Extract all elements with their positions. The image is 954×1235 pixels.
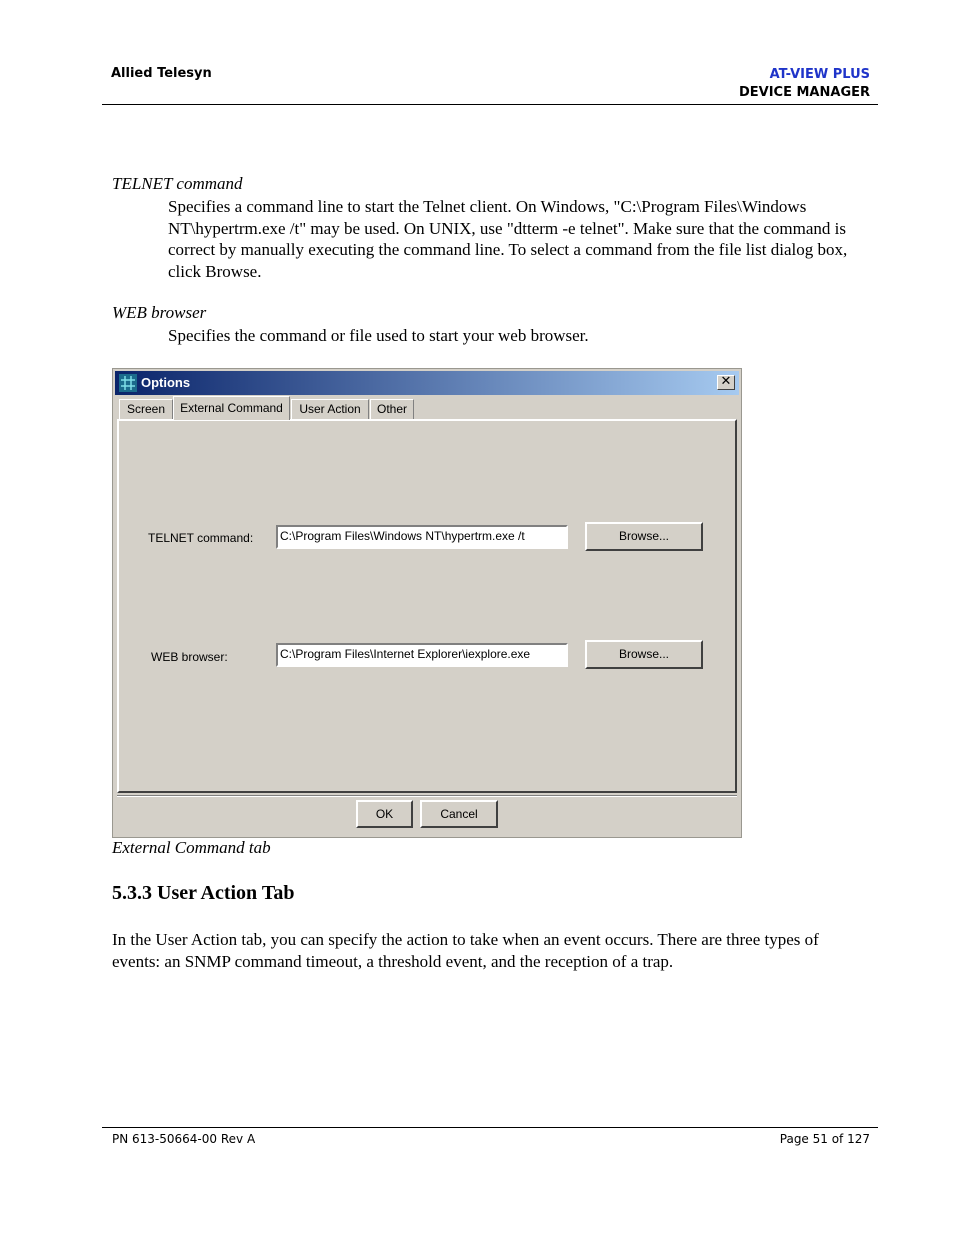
web-description: Specifies the command or file used to start your web browser. [168, 326, 589, 345]
figure-caption: External Command tab [112, 838, 271, 857]
section-paragraph: In the User Action tab, you can specify the action to take when an event occurs. There are three types of events: an SNMP command timeout, a threshold event, and the reception of a trap. [112, 930, 819, 971]
dialog-title: Options [141, 375, 191, 390]
header-section: DEVICE MANAGER [738, 85, 870, 100]
external-command-panel [117, 419, 737, 793]
footer-part-number: PN 613-50664-00 Rev A [112, 1132, 256, 1146]
web-term: WEB browser [112, 303, 207, 322]
section-heading: 5.3.3 User Action Tab [112, 882, 295, 904]
close-button[interactable] [717, 375, 735, 390]
header-company: Allied Telesyn [111, 66, 212, 81]
web-browser-label: WEB browser: [151, 650, 228, 664]
header-product-block [739, 66, 870, 102]
telnet-browse-button[interactable]: Browse... [585, 522, 703, 551]
telnet-term: TELNET command [112, 174, 243, 193]
ok-button[interactable]: OK [356, 800, 413, 828]
header-product: AT-VIEW PLUS [769, 67, 870, 82]
telnet-command-label: TELNET command: [148, 531, 254, 545]
tab-screen[interactable]: Screen [119, 399, 173, 419]
telnet-command-input[interactable]: C:\Program Files\Windows NT\hypertrm.exe /t [276, 525, 568, 549]
header-rule [102, 104, 878, 105]
tab-user-action[interactable]: User Action [291, 399, 369, 419]
button-separator [117, 795, 737, 797]
tab-external-command[interactable]: External Command [173, 396, 290, 420]
web-browser-input[interactable]: C:\Program Files\Internet Explorer\iexplore.exe [276, 643, 568, 667]
footer-page-number: Page 51 of 127 [779, 1132, 870, 1146]
web-browse-button[interactable]: Browse... [585, 640, 703, 669]
tab-other[interactable]: Other [370, 399, 414, 419]
close-icon: ✕ [720, 374, 732, 389]
app-grid-icon [119, 374, 137, 392]
telnet-description: Specifies a command line to start the Telnet client. On Windows, "C:\Program Files\Windows NT\hypertrm.exe /t" may be used. On UNIX, use "dtterm -e telnet". Make sure that the command is correct by manually executing the command line. To select a command from the file list dialog box, click Browse. [168, 197, 848, 281]
dialog-titlebar [115, 371, 739, 395]
cancel-button[interactable]: Cancel [420, 800, 498, 828]
options-dialog [112, 368, 742, 838]
footer-rule [102, 1127, 878, 1128]
